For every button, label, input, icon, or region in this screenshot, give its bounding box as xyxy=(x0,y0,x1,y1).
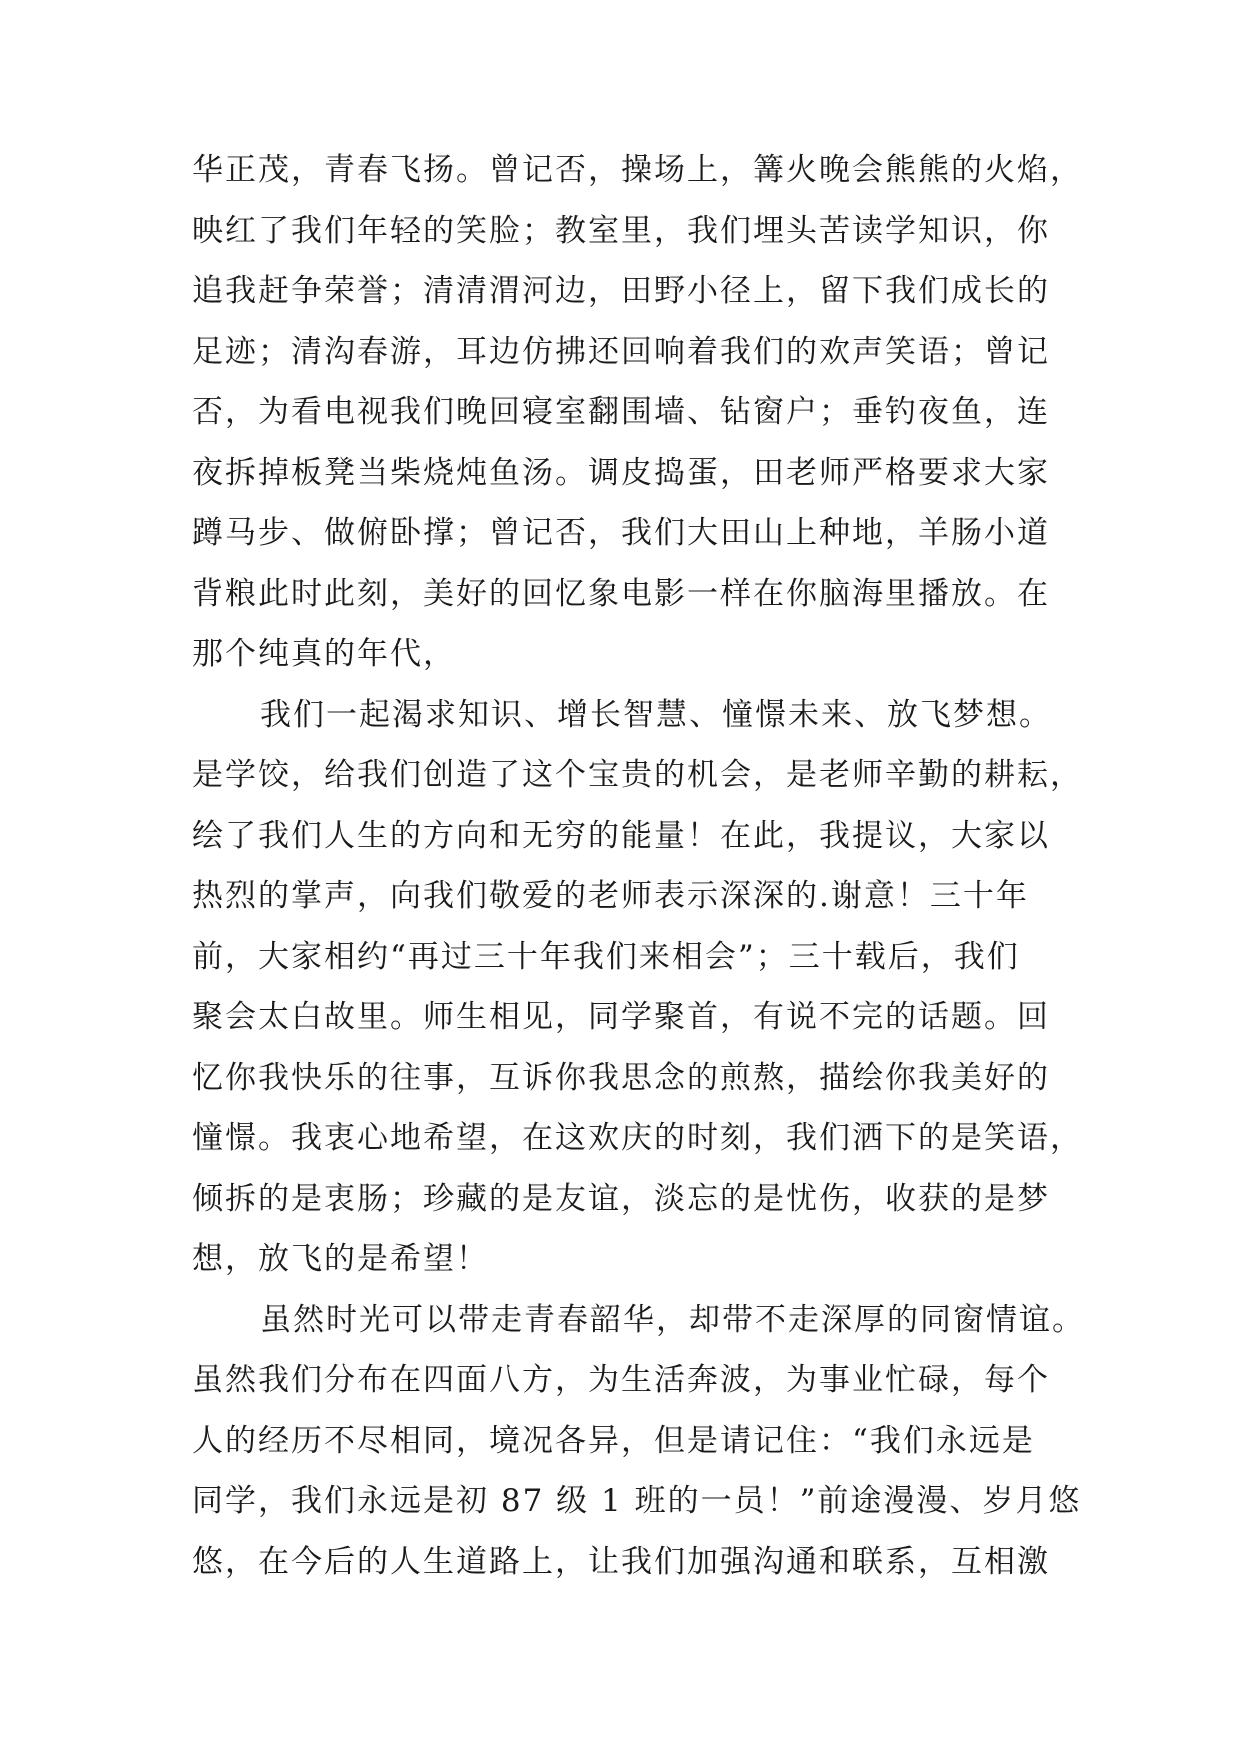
text-line: 映红了我们年轻的笑脸；教室里，我们埋头苦读学知识，你 xyxy=(192,212,1050,249)
text-line: 憧憬。我衷心地希望，在这欢庆的时刻，我们洒下的是笑语， xyxy=(192,1120,1083,1156)
text-line: 蹲马步、做俯卧撑；曾记否，我们大田山上种地，羊肠小道 xyxy=(192,515,1050,551)
body-text xyxy=(192,140,1085,1592)
text-line: 想，放飞的是希望！ xyxy=(192,1241,489,1277)
text-line: 背粮此时此刻，美好的回忆象电影一样在你脑海里播放。在 xyxy=(192,575,1050,612)
paragraph-first-line: 我们一起渴求知识、增长智慧、憧憬未来、放飞梦想。 xyxy=(260,696,1052,733)
text-line: 华正茂，青春飞扬。曾记否，操场上，篝火晚会熊熊的火焰， xyxy=(192,152,1083,188)
text-line: 倾拆的是衷肠；珍藏的是友谊，淡忘的是忧伤，收获的是梦 xyxy=(192,1180,1050,1217)
text-line: 同学，我们永远是初 87 级 1 班的一员！”前途漫漫、岁月悠 xyxy=(192,1483,1082,1519)
text-line: 聚会太白故里。师生相见，同学聚首，有说不完的话题。回 xyxy=(192,999,1050,1035)
text-line: 足迹；清沟春游，耳边仿拂还回响着我们的欢声笑语；曾记 xyxy=(192,333,1050,370)
text-line: 绘了我们人生的方向和无穷的能量！在此，我提议，大家以 xyxy=(192,817,1050,854)
text-line: 前，大家相约“再过三十年我们来相会”；三十载后，我们 xyxy=(192,938,1020,975)
text-line: 热烈的掌声，向我们敬爱的老师表示深深的.谢意！三十年 xyxy=(192,878,1029,914)
text-line: 悠，在今后的人生道路上，让我们加强沟通和联系，互相激 xyxy=(192,1543,1050,1580)
paragraph-first-line: 虽然时光可以带走青春韶华，却带不走深厚的同窗情谊。 xyxy=(260,1301,1085,1338)
text-line: 追我赶争荣誉；清清渭河边，田野小径上，留下我们成长的 xyxy=(192,273,1050,309)
text-line: 是学饺，给我们创造了这个宝贵的机会，是老师辛勤的耕耘， xyxy=(192,757,1083,793)
text-line: 人的经历不尽相同，境况各异，但是请记住：“我们永远是 xyxy=(192,1422,1035,1459)
text-line: 那个纯真的年代， xyxy=(192,636,456,672)
text-line: 虽然我们分布在四面八方，为生活奔波，为事业忙碌，每个 xyxy=(192,1362,1050,1398)
text-line: 否，为看电视我们晚回寝室翻围墙、钻窗户；垂钓夜鱼，连 xyxy=(192,394,1050,430)
text-line: 夜拆掉板凳当柴烧炖鱼汤。调皮捣蛋，田老师严格要求大家 xyxy=(192,454,1050,491)
text-line: 忆你我快乐的往事，互诉你我思念的煎熬，描绘你我美好的 xyxy=(192,1059,1050,1096)
